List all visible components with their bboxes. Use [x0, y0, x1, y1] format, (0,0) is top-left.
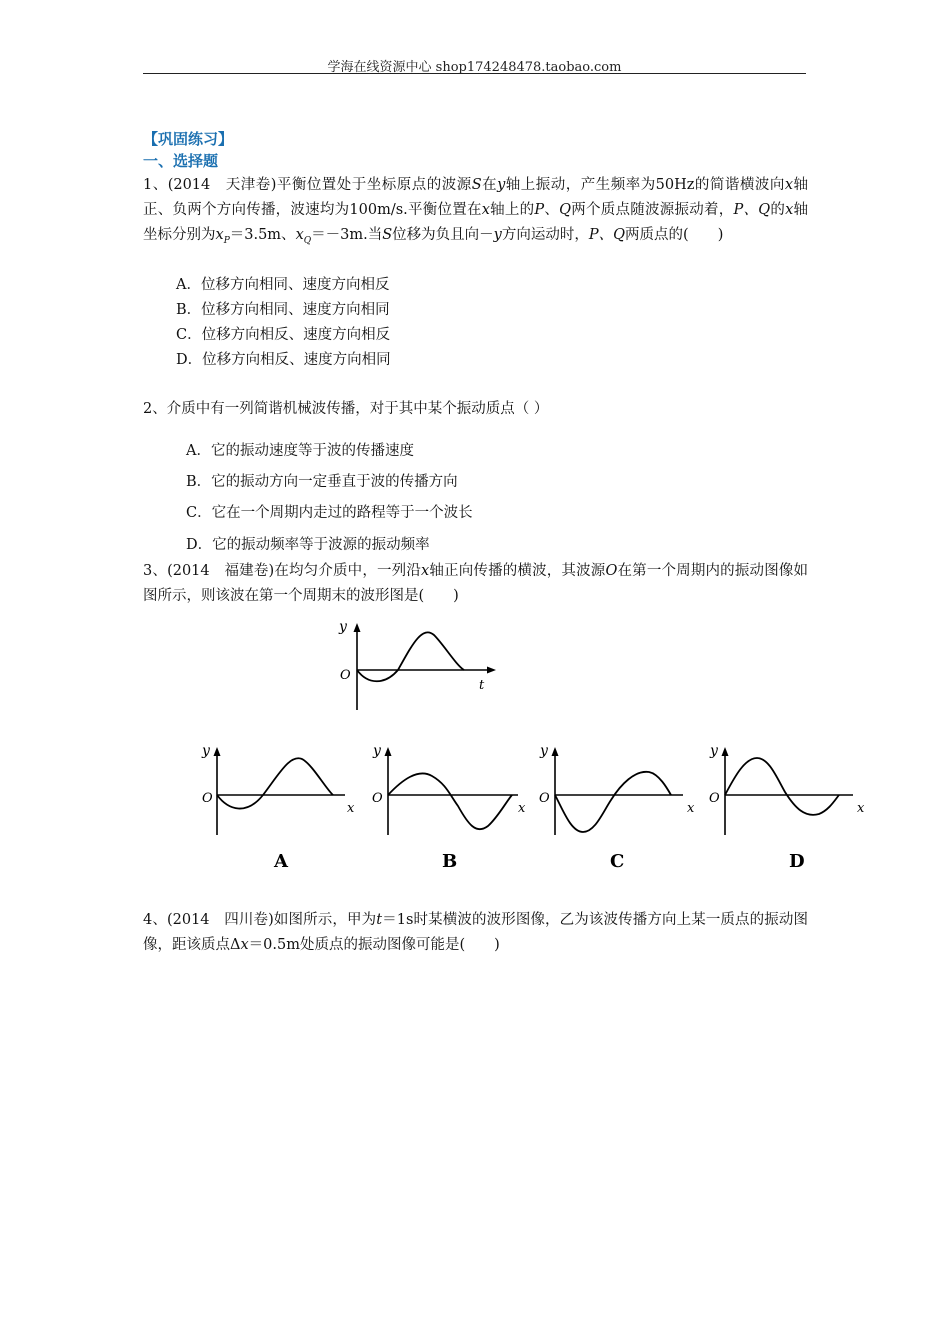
question-1-option-b: B．位移方向相同、速度方向相同: [176, 302, 390, 318]
choice-b-origin: O: [372, 791, 383, 806]
choice-d-curve: [725, 758, 839, 815]
choice-d-y-label: y: [710, 743, 718, 759]
question-2-option-d: D．它的振动频率等于波源的振动频率: [186, 537, 430, 553]
vibration-y-label: y: [339, 619, 347, 635]
section-title-choice: 一、选择题: [143, 152, 219, 170]
header-rule: [143, 73, 806, 74]
choice-b-x-label: x: [518, 801, 526, 816]
question-1-option-d: D．位移方向相反、速度方向相同: [176, 352, 391, 368]
question-3-text: 3、(2014 福建卷)在均匀介质中，一列沿x轴正向传播的横波，其波源O在第一个周期内的振动图像如图所示，则该波在第一个周期末的波形图是( ): [143, 563, 809, 604]
choice-b-graph: [368, 740, 538, 875]
choice-a-y-label: y: [202, 743, 210, 759]
question-2-option-a: A．它的振动速度等于波的传播速度: [186, 443, 414, 459]
question-1-text: 1、(2014 天津卷)平衡位置处于坐标原点的波源S在y轴上振动，产生频率为50Hz的简谐横波向x轴正、负两个方向传播，波速均为100m/s.平衡位置在x轴上的P、Q两个质点随波源振动着，P、Q的x轴坐标分别为$x_P=3.5m$、$x_Q=-3m$.当S位移为负且向－y方向运动时，P、Q两质点的( ): [143, 177, 809, 246]
choice-b-y-label: y: [373, 743, 381, 759]
choice-a-curve: [217, 758, 333, 808]
choice-b-label: B: [442, 851, 458, 872]
question-2-option-c: C．它在一个周期内走过的路程等于一个波长: [186, 505, 473, 521]
choice-a-label: A: [274, 851, 288, 872]
section-title-consolidation: 【巩固练习】: [143, 130, 234, 148]
question-2-text: 2、介质中有一列简谐机械波传播，对于其中某个振动质点（ ）: [143, 401, 549, 417]
choice-d-label: D: [789, 851, 805, 872]
choice-d-graph: [705, 740, 875, 875]
choice-b-curve: [388, 773, 512, 829]
choice-a-graph: [195, 740, 365, 875]
question-2-option-b: B．它的振动方向一定垂直于波的传播方向: [186, 474, 458, 490]
choice-a-origin: O: [202, 791, 213, 806]
choice-d-x-label: x: [857, 801, 865, 816]
choice-c-label: C: [610, 851, 625, 872]
vibration-origin-label: O: [340, 668, 351, 683]
choice-c-x-label: x: [687, 801, 695, 816]
choice-c-origin: O: [539, 791, 550, 806]
vibration-graph: [330, 615, 500, 715]
page-header: 学海在线资源中心 shop174248478.taobao.com: [327, 60, 622, 75]
question-1-option-a: A．位移方向相同、速度方向相反: [176, 277, 390, 293]
vibration-t-label: t: [479, 678, 485, 693]
choice-a-x-label: x: [347, 801, 355, 816]
choice-c-y-label: y: [540, 743, 548, 759]
choice-c-curve: [555, 772, 671, 832]
choice-d-origin: O: [709, 791, 720, 806]
question-4-text: 4、(2014 四川卷)如图所示，甲为t＝1s时某横波的波形图像，乙为该波传播方向上某一质点的振动图像，距该质点Δx＝0.5m处质点的振动图像可能是( ): [143, 912, 809, 953]
choice-c-graph: [535, 740, 705, 875]
question-1-option-c: C．位移方向相反、速度方向相反: [176, 327, 391, 343]
vibration-curve: [357, 632, 464, 681]
